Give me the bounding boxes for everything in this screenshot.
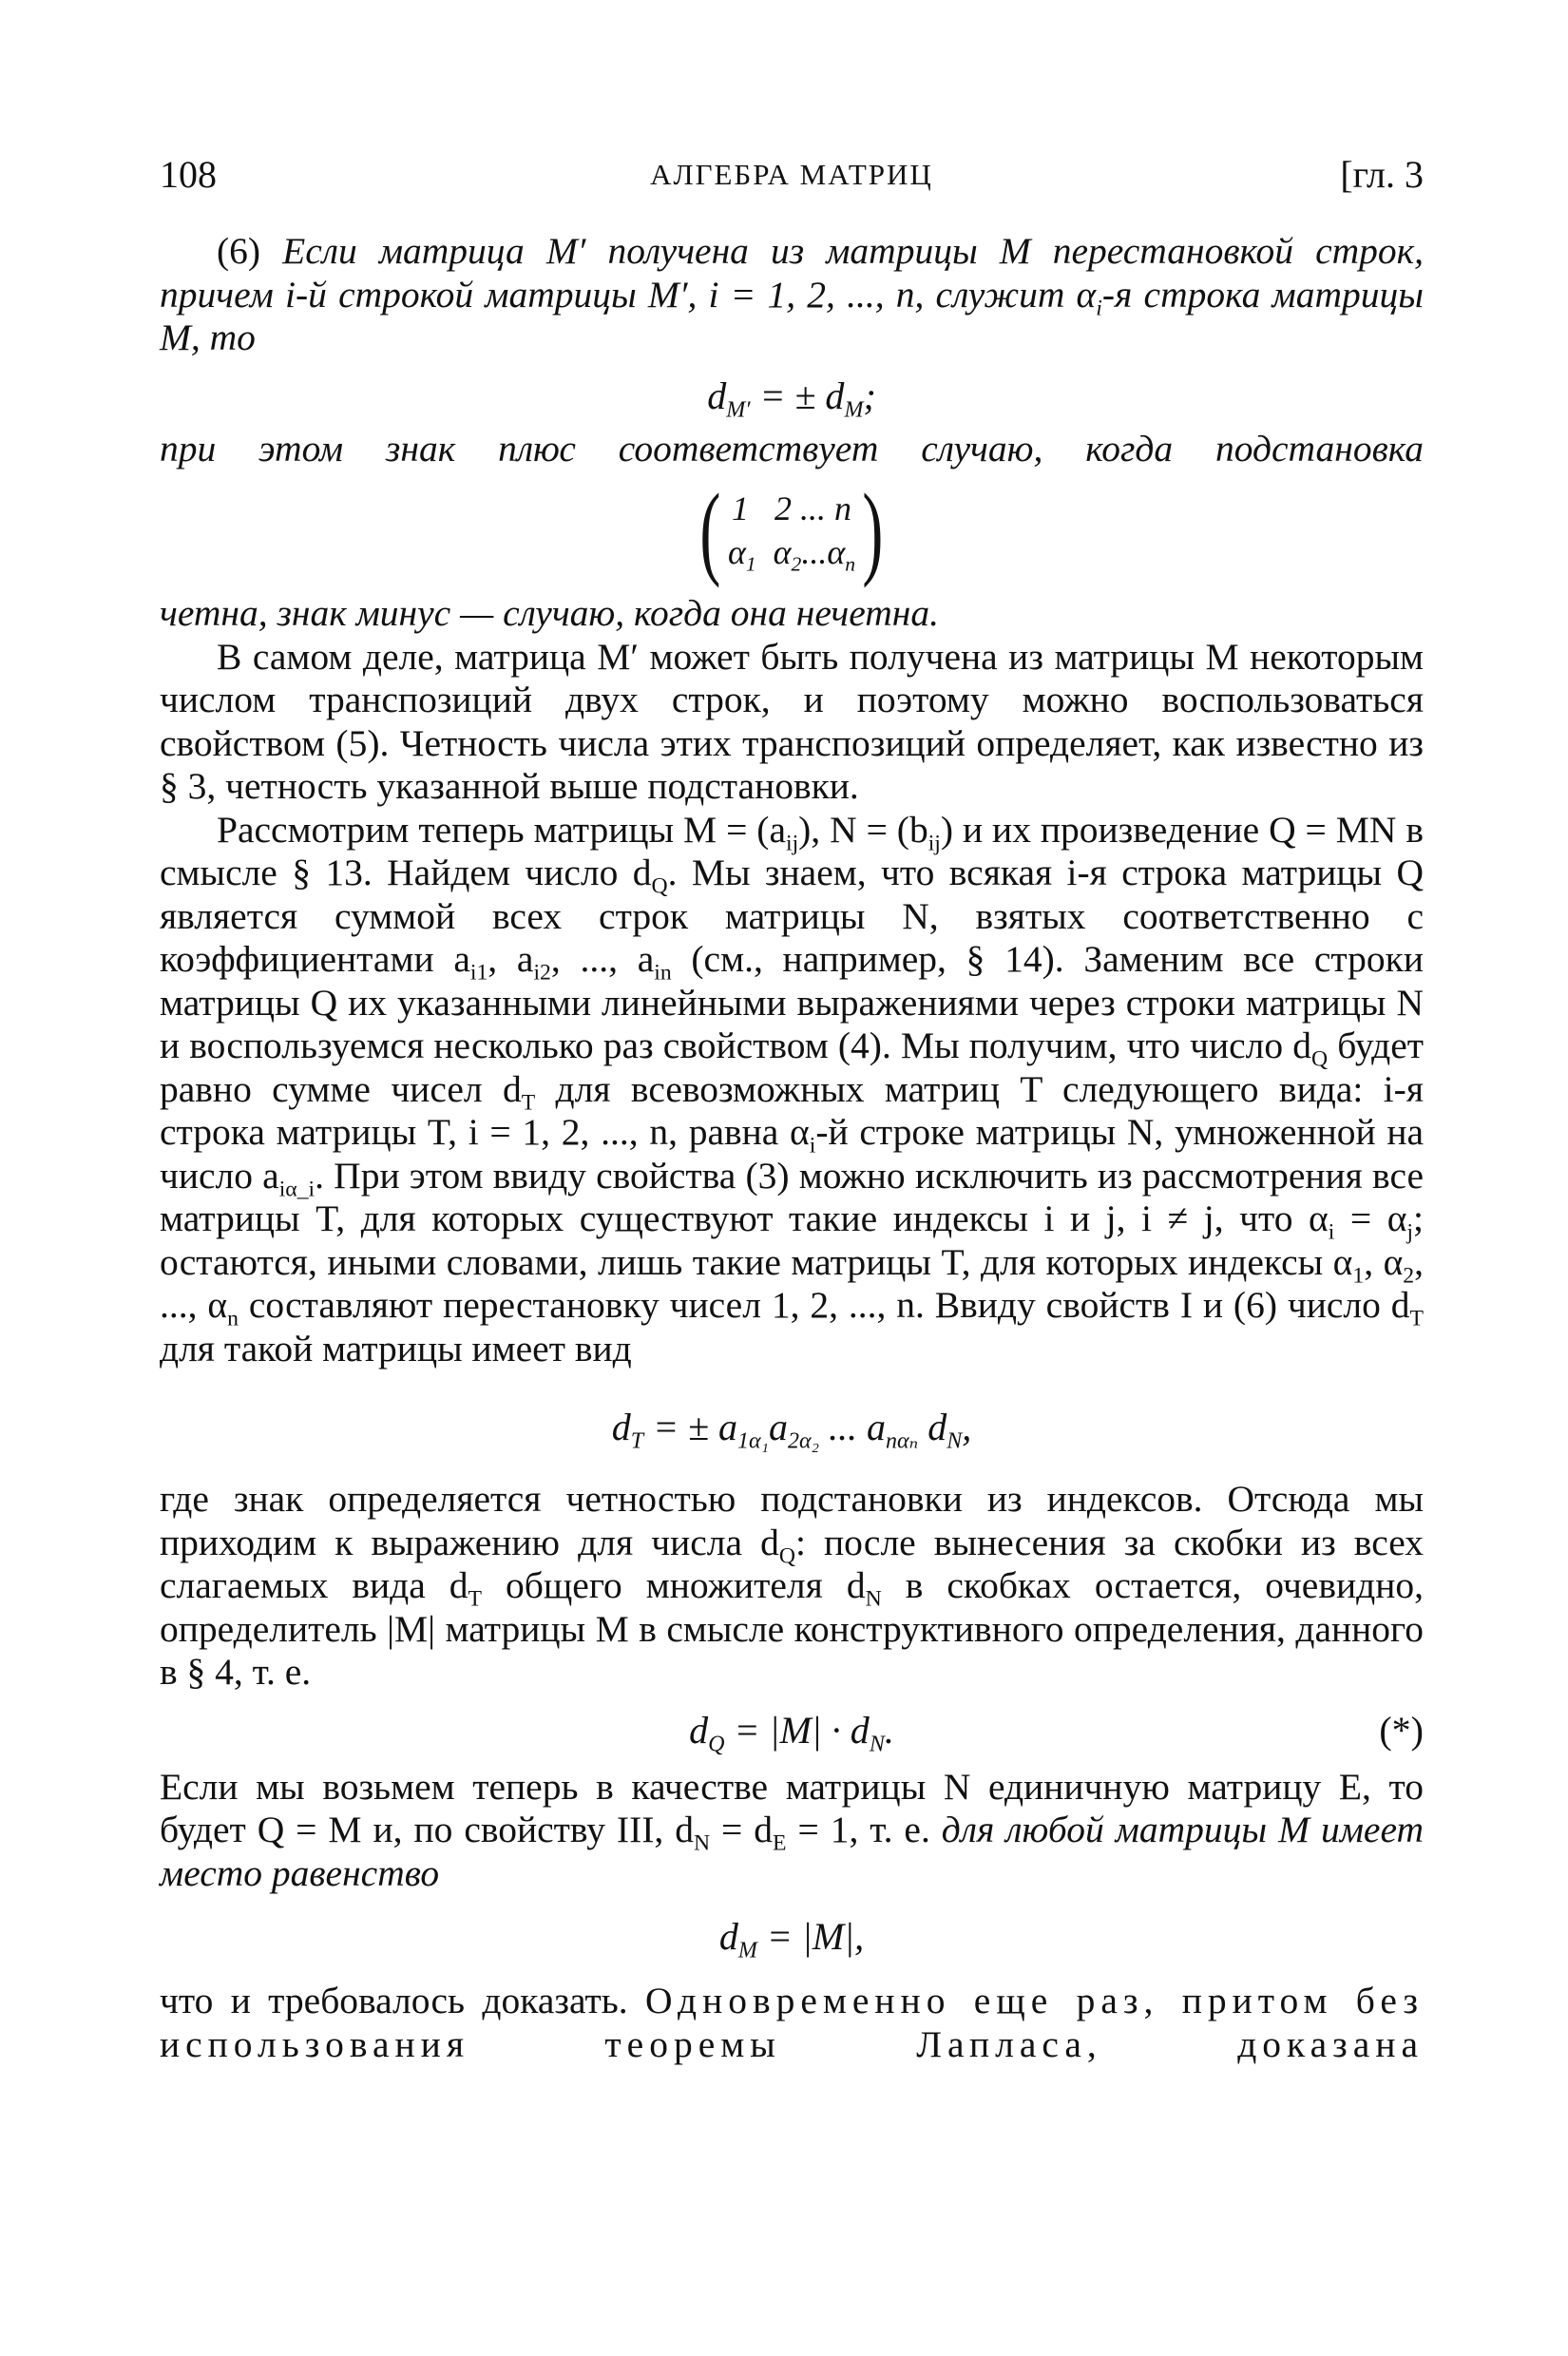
subscript: ij <box>785 830 799 855</box>
equation-dt <box>160 1405 1424 1454</box>
subscript: ij <box>927 830 941 855</box>
eq-term: = |M| · d <box>724 1708 870 1752</box>
subscript: nαₙ <box>885 1428 919 1454</box>
subscript: N <box>865 1586 882 1612</box>
text: : после вынесения за скобки из всех слагаемых вида d <box>160 1521 1424 1606</box>
eq-term: d <box>707 374 727 417</box>
eq-term: d <box>689 1708 709 1752</box>
subscript: j <box>1406 1219 1414 1245</box>
subscript: M <box>737 1938 757 1963</box>
subscript: Q <box>778 1542 795 1568</box>
alpha: α <box>727 533 746 571</box>
subscript: Q <box>1311 1046 1329 1072</box>
subscript: i1 <box>469 960 488 986</box>
permutation-top-row: 1 2 ... n <box>731 489 851 527</box>
text: Если мы возьмем теперь в качестве матрицы N единичную матрицу E, то будет Q = M и, по свойству III, d <box>160 1765 1424 1850</box>
subscript: i <box>809 1133 816 1159</box>
text: где знак определяется четностью подстановки из индексов. Отсюда мы приходим к выражению для числа d <box>160 1478 1424 1563</box>
statement-6 <box>160 230 1424 360</box>
subscript: T <box>468 1586 483 1612</box>
spaced-text: Одновременно еще раз, притом без использования теоремы Лапласа, доказана <box>160 1980 1424 2065</box>
right-paren-icon: ) <box>862 472 884 588</box>
subscript: Q <box>708 1731 725 1756</box>
eq-term: = |M|, <box>756 1915 865 1958</box>
running-title: АЛГЕБРА МАТРИЦ <box>650 158 933 191</box>
text: для всевозможных матриц T следующего вида: i-я строка матрицы T, i = 1, 2, ..., n, равна α <box>160 1067 1424 1153</box>
subscript: 2 <box>1403 1262 1415 1288</box>
subscript: E <box>773 1830 787 1856</box>
sign-paragraph <box>160 1478 1424 1695</box>
subscript: iα_i <box>278 1176 316 1201</box>
text: для такой матрицы имеет вид <box>160 1327 632 1370</box>
subscript: i2 <box>533 960 551 986</box>
eq-term: = ± a <box>643 1406 738 1448</box>
text: что и требовалось доказать. <box>160 1980 645 2021</box>
subscript: 2 <box>791 552 802 576</box>
text: -й строке матрицы N, умноженной на число a <box>160 1111 1424 1197</box>
text: . При этом ввиду свойства (3) можно исключить из рассмотрения все матрицы T, для которых существуют такие индексы i и j, i ≠ j, что α <box>160 1154 1424 1239</box>
identity-paragraph <box>160 1766 1424 1896</box>
eq-term: = ± d <box>750 374 845 417</box>
statement-text-1: Если матрица M′ получена из матрицы M перестановкой строк, причем i-й строкой матрицы M′, i = 1, 2, ..., n, служит α <box>160 230 1424 316</box>
chapter-label: [гл. 3 <box>1340 153 1424 196</box>
statement-text <box>160 230 1424 358</box>
subscript: n <box>845 552 856 576</box>
final-paragraph <box>160 1980 1424 2066</box>
subscript: i <box>1096 295 1102 320</box>
subscript: 1 <box>1352 1262 1365 1288</box>
subscript: 1α₁ <box>737 1428 769 1454</box>
subscript: T <box>1409 1306 1424 1331</box>
text: ), N = (b <box>798 808 928 851</box>
subscript: M <box>844 396 864 422</box>
text: составляют перестановку чисел 1, 2, ..., n. Ввиду свойств I и (6) число d <box>238 1284 1410 1326</box>
minus-sign-clause: четна, знак минус — случаю, когда она нечетна. <box>160 592 939 634</box>
text: = α <box>1334 1197 1407 1239</box>
eq-term: . <box>884 1708 894 1752</box>
equation-tag: (*) <box>1379 1708 1424 1752</box>
subscript: N <box>947 1428 963 1454</box>
proof-paragraph-1: В самом деле, матрица M′ может быть получена из матрицы M некоторым числом транспозиций двух строк, и поэтому можно воспользоваться свойством (5). Четность числа этих транспозиций определяет, как известно из § 3, четность указанной выше подстановки. <box>160 635 1424 807</box>
plus-sign-clause: при этом знак плюс соответствует случаю, когда подстановка <box>160 427 1424 469</box>
text: = 1, т. е. <box>786 1809 942 1850</box>
statement-number: (6) <box>217 230 261 272</box>
left-paren-icon: ( <box>699 472 721 588</box>
eq-term: d <box>611 1406 631 1448</box>
text: . Мы знаем, что всякая i-я строка матрицы Q является суммой всех строк матрицы N, взятых соответственно с коэффициентами a <box>160 852 1424 980</box>
text: , α <box>1364 1240 1404 1283</box>
text: = d <box>710 1809 774 1850</box>
proof-paragraph-2 <box>160 809 1424 1371</box>
alpha: ...α <box>801 533 846 571</box>
text: будет равно сумме чисел d <box>160 1025 1424 1110</box>
subscript: 2α₂ <box>787 1428 819 1454</box>
subscript: n <box>227 1306 239 1331</box>
eq-term: ... a <box>818 1406 886 1448</box>
eq-term: d <box>718 1915 738 1958</box>
text: ) и их произведение Q = MN в смысле § 13. Найдем число d <box>160 808 1424 893</box>
eq-term: , <box>962 1406 972 1448</box>
text: , ..., α <box>160 1240 1424 1326</box>
book-page <box>160 152 1424 2066</box>
subscript: N <box>693 1830 711 1856</box>
italic-text: для любой матрицы M имеет место равенство <box>160 1809 1424 1894</box>
subscript: T <box>630 1428 644 1454</box>
eq-term: ; <box>863 374 876 417</box>
subscript: 1 <box>745 552 756 576</box>
text: , ..., a <box>550 938 655 980</box>
equation-dq <box>160 1708 1424 1756</box>
permutation <box>693 472 889 588</box>
subscript: Q <box>651 873 668 899</box>
permutation-matrix <box>160 472 1424 588</box>
equation-dm-prime <box>160 374 1424 422</box>
text: (см., например, § 14). Заменим все строки матрицы Q их указанными линейными выражениями через строки матрицы N и воспользуемся несколько раз свойством (4). Мы получим, что число d <box>160 938 1424 1066</box>
permutation-rows <box>728 487 855 574</box>
subscript: in <box>654 960 672 986</box>
text: Рассмотрим теперь матрицы M = (a <box>217 808 786 851</box>
subscript: i <box>1328 1219 1335 1245</box>
text: в скобках остается, очевидно, определитель |M| матрицы M в смысле конструктивного определения, данного в § 4, т. е. <box>160 1564 1424 1693</box>
equation-dm <box>160 1914 1424 1963</box>
statement-text-2: -я строка матрицы M, то <box>160 273 1425 358</box>
subscript: N <box>869 1731 885 1756</box>
text: общего множителя d <box>482 1564 866 1606</box>
page-header <box>160 152 1424 209</box>
page-number: 108 <box>160 153 217 196</box>
text: , a <box>488 938 534 980</box>
permutation-bottom-row <box>728 530 855 574</box>
subscript: T <box>521 1089 536 1115</box>
subscript: M′ <box>726 396 751 422</box>
text: ; остаются, иными словами, лишь такие матрицы T, для которых индексы α <box>160 1197 1424 1283</box>
alpha: α <box>755 533 792 571</box>
eq-term: a <box>768 1406 788 1448</box>
eq-term: d <box>918 1406 947 1448</box>
